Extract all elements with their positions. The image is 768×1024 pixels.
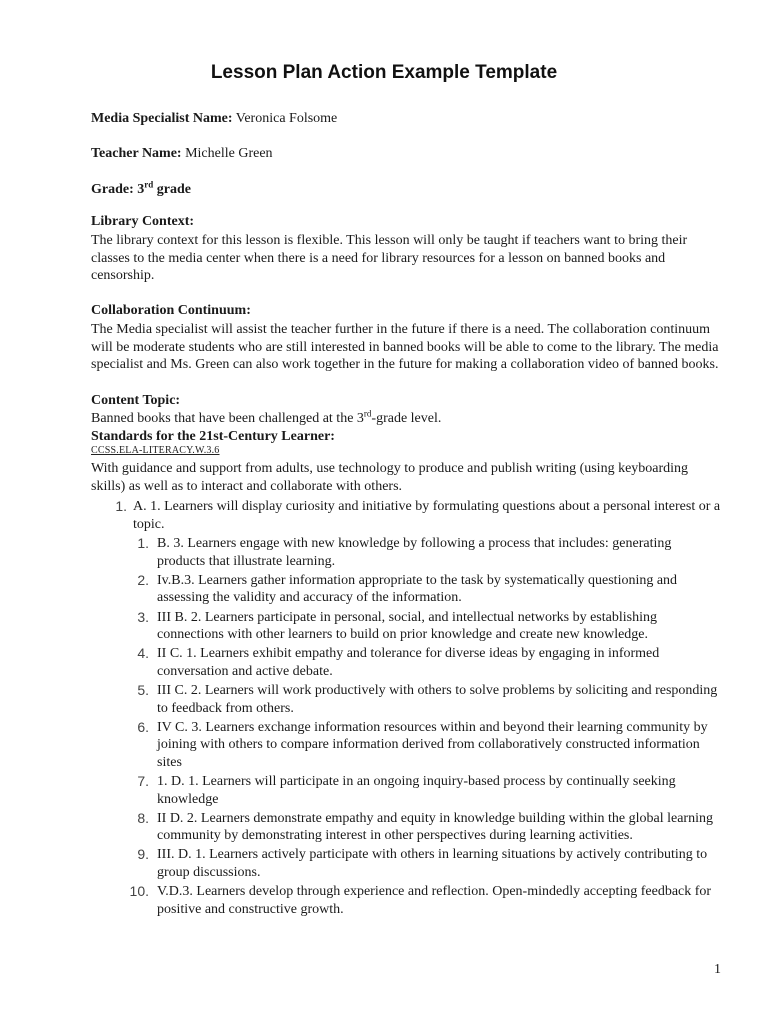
list-item-text: 1. D. 1. Learners will participate in an ongoing inquiry-based process by continually seeking knowledge <box>157 773 676 807</box>
list-item-number: 5. <box>137 681 149 698</box>
collaboration-text: The Media specialist will assist the teacher further in the future if there is a need. The collaboration continuum will be moderate students who are still interested in banned books will be able to come to the library. The media specialist and Ms. Green can also work together in the future for making a collaboration video of banned books. <box>91 322 719 373</box>
teacher-field <box>91 145 273 162</box>
list-item <box>91 682 721 717</box>
media-specialist-field <box>91 110 337 127</box>
list-item-text: A. 1. Learners will display curiosity and initiative by formulating questions about a personal interest or a topic. <box>133 499 721 532</box>
content-topic-suffix: -grade level. <box>371 411 442 426</box>
list-item <box>91 773 721 808</box>
standards-intro: With guidance and support from adults, use technology to produce and publish writing (using keyboarding skills) as well as to interact and collaborate with others. <box>91 461 689 494</box>
list-item-text: IV C. 3. Learners exchange information resources within and beyond their learning community by joining with others to compare information derived from collaboratively constructed information sites <box>157 719 708 770</box>
content-topic-heading: Content Topic: <box>91 393 181 408</box>
grade-label-prefix: Grade: 3 <box>91 182 145 197</box>
media-specialist-label: Media Specialist Name: <box>91 111 233 126</box>
list-item-text: III. D. 1. Learners actively participate with others in learning situations by actively contributing to group discussions. <box>157 847 708 880</box>
list-item <box>91 883 721 918</box>
teacher-label: Teacher Name: <box>91 146 182 161</box>
list-item-number: 6. <box>137 718 149 735</box>
list-item-text: V.D.3. Learners develop through experience and reflection. Open-mindedly accepting feedback for positive and constructive growth. <box>157 883 712 917</box>
list-item <box>91 846 721 881</box>
media-specialist-value: Veronica Folsome <box>235 111 338 126</box>
list-item <box>91 810 721 845</box>
list-item-number: 4. <box>137 645 149 662</box>
grade-label-suffix: grade <box>153 182 191 197</box>
library-context-heading: Library Context: <box>91 214 195 229</box>
library-context-text: The library context for this lesson is flexible. This lesson will only be taught if teachers want to bring their classes to the media center when there is a need for library resources for a lesson on banned books and censorship. <box>91 233 688 284</box>
list-item <box>91 572 721 607</box>
list-item-text: III C. 2. Learners will work productively with others to solve problems by soliciting and responding to feedback from others. <box>157 682 718 716</box>
standards-heading: Standards for the 21st-Century Learner: <box>91 429 335 444</box>
list-item <box>91 609 721 644</box>
list-item <box>91 535 721 570</box>
list-item-number: 1. <box>137 535 149 552</box>
standard-code-link[interactable]: CCSS.ELA-LITERACY.W.3.6 <box>91 445 220 456</box>
list-item <box>91 498 721 533</box>
page-number: 1 <box>714 962 721 977</box>
list-item-text: B. 3. Learners engage with new knowledge by following a process that includes: generating products that illustrate learning. <box>157 536 672 569</box>
list-item-text: II C. 1. Learners exhibit empathy and tolerance for diverse ideas by engaging in informed conversation and active debate. <box>157 646 660 679</box>
content-topic-text <box>91 410 721 428</box>
page-title: Lesson Plan Action Example Template <box>210 62 558 83</box>
list-item-number: 7. <box>137 772 149 789</box>
standards-list <box>91 498 721 920</box>
list-item-number: 3. <box>137 608 149 625</box>
list-item-number: 1. <box>115 498 127 514</box>
list-item-number: 9. <box>137 846 149 863</box>
list-item <box>91 719 721 772</box>
content-topic-prefix: Banned books that have been challenged at the 3 <box>91 411 364 426</box>
list-item-number: 2. <box>137 571 149 588</box>
list-item <box>91 645 721 680</box>
grade-superscript: rd <box>144 179 154 190</box>
content-topic-superscript: rd <box>363 408 372 419</box>
teacher-value: Michelle Green <box>185 146 273 161</box>
list-item-text: Iv.B.3. Learners gather information appropriate to the task by systematically questioning and assessing the validity and accuracy of the information. <box>157 572 678 606</box>
list-item-text: III B. 2. Learners participate in personal, social, and intellectual networks by establishing connections with other learners to build on prior knowledge and create new knowledge. <box>157 609 657 643</box>
collaboration-heading: Collaboration Continuum: <box>91 303 251 318</box>
list-item-text: II D. 2. Learners demonstrate empathy and equity in knowledge building within the global learning community by demonstrating interest in other perspectives during learning activities. <box>157 810 713 844</box>
list-item-number: 8. <box>137 809 149 826</box>
list-item-number: 10. <box>129 882 149 899</box>
grade-field <box>91 181 191 198</box>
standards-sublist <box>91 535 721 918</box>
